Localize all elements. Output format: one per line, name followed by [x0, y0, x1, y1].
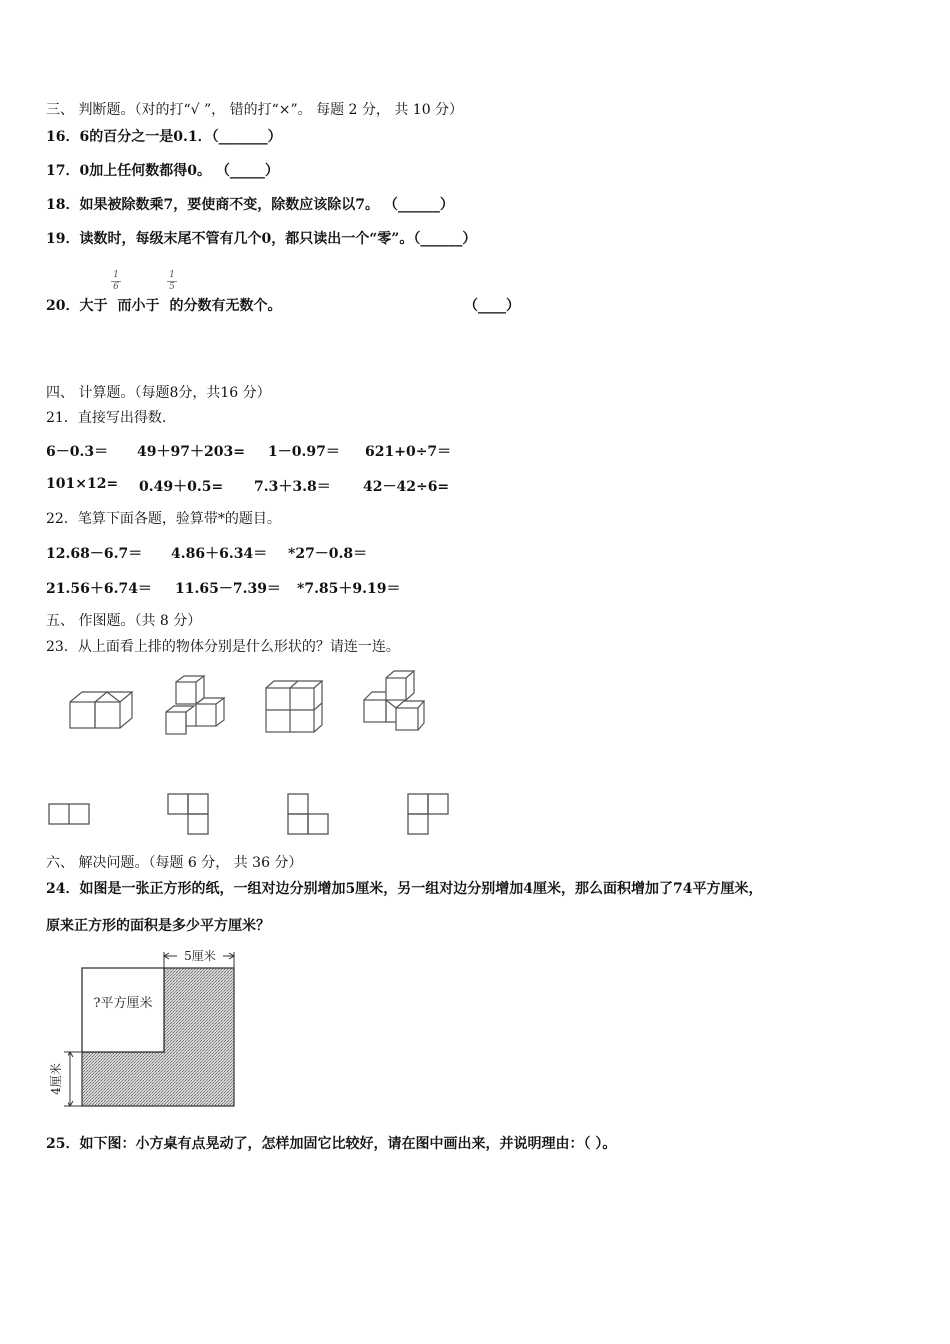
top-view-2	[166, 792, 212, 836]
calc-item: *7.85＋9.19＝	[297, 581, 401, 597]
question-22: 22．笔算下面各题，验算带*的题目。	[46, 511, 281, 527]
question-20-part-c: 的分数有无数个。	[169, 298, 282, 314]
calc-item: 0.49＋0.5=	[139, 479, 224, 495]
fraction-one-sixth	[110, 271, 122, 292]
fraction-numerator: 1	[113, 270, 119, 280]
question-18: 18．如果被除数乘7，要使商不变，除数应该除以7。 （______）	[46, 197, 454, 213]
calc-item: 6－0.3＝	[46, 444, 109, 460]
unknown-area-label: ?平方厘米	[93, 996, 153, 1011]
section-5-heading: 五、 作图题。（共 8 分）	[46, 613, 202, 629]
calc-item: *27－0.8＝	[288, 546, 368, 562]
cube-figure-1	[62, 684, 132, 734]
calc-item: 11.65－7.39＝	[175, 581, 281, 597]
question-19: 19．读数时，每级末尾不管有几个0，都只读出一个“零”。（______）	[46, 231, 477, 247]
section-3-heading: 三、 判断题。（对的打“√ ”， 错的打“×”。 每题 2 分， 共 10 分）	[46, 102, 464, 118]
question-25: 25．如下图：小方桌有点晃动了，怎样加固它比较好，请在图中画出来，并说明理由：（ ）。	[46, 1136, 617, 1152]
top-view-3	[286, 792, 332, 836]
question-17: 17．0加上任何数都得0。 （_____）	[46, 163, 279, 179]
calc-item: 21.56＋6.74＝	[46, 581, 152, 597]
fraction-denominator: 5	[169, 282, 175, 292]
calc-item: 49＋97＋203=	[137, 444, 245, 460]
top-view-4	[406, 792, 452, 836]
fraction-one-fifth	[166, 271, 178, 292]
cube-figure-3	[262, 678, 326, 736]
fraction-numerator: 1	[169, 270, 175, 280]
calc-item: 7.3＋3.8＝	[254, 479, 331, 495]
question-20-part-b: 而小于	[117, 298, 160, 314]
question-16: 16．6的百分之一是0.1．（_______）	[46, 129, 282, 145]
section-4-heading: 四、 计算题。（每题8分，共16 分）	[46, 385, 271, 401]
top-dimension-label: 5厘米	[184, 949, 216, 963]
calc-item: 101×12=	[46, 476, 119, 492]
cube-figure-2	[160, 674, 230, 740]
cube-figure-4	[356, 668, 426, 738]
question-23: 23．从上面看上排的物体分别是什么形状的？请连一连。	[46, 639, 400, 655]
question-21: 21．直接写出得数.	[46, 410, 167, 426]
top-view-1	[48, 802, 92, 826]
calc-item: 42－42÷6=	[363, 479, 450, 495]
question-20-blank: （____）	[464, 298, 520, 314]
calc-item: 12.68－6.7＝	[46, 546, 143, 562]
square-paper-figure	[50, 942, 242, 1112]
question-20-part-a: 20．大于	[46, 298, 108, 314]
section-6-heading: 六、 解决问题。（每题 6 分， 共 36 分）	[46, 855, 303, 871]
calc-item: 4.86＋6.34＝	[171, 546, 268, 562]
calc-item: 621+0÷7＝	[365, 444, 452, 460]
question-24-line-2: 原来正方形的面积是多少平方厘米？	[46, 918, 270, 934]
question-24-line-1: 24．如图是一张正方形的纸，一组对边分别增加5厘米，另一组对边分别增加4厘米，那么面积增加了74平方厘米，	[46, 881, 763, 897]
question-20	[46, 296, 281, 316]
calc-item: 1－0.97＝	[268, 444, 340, 460]
fraction-denominator: 6	[113, 282, 119, 292]
side-dimension-label: 4厘米	[49, 1063, 63, 1095]
